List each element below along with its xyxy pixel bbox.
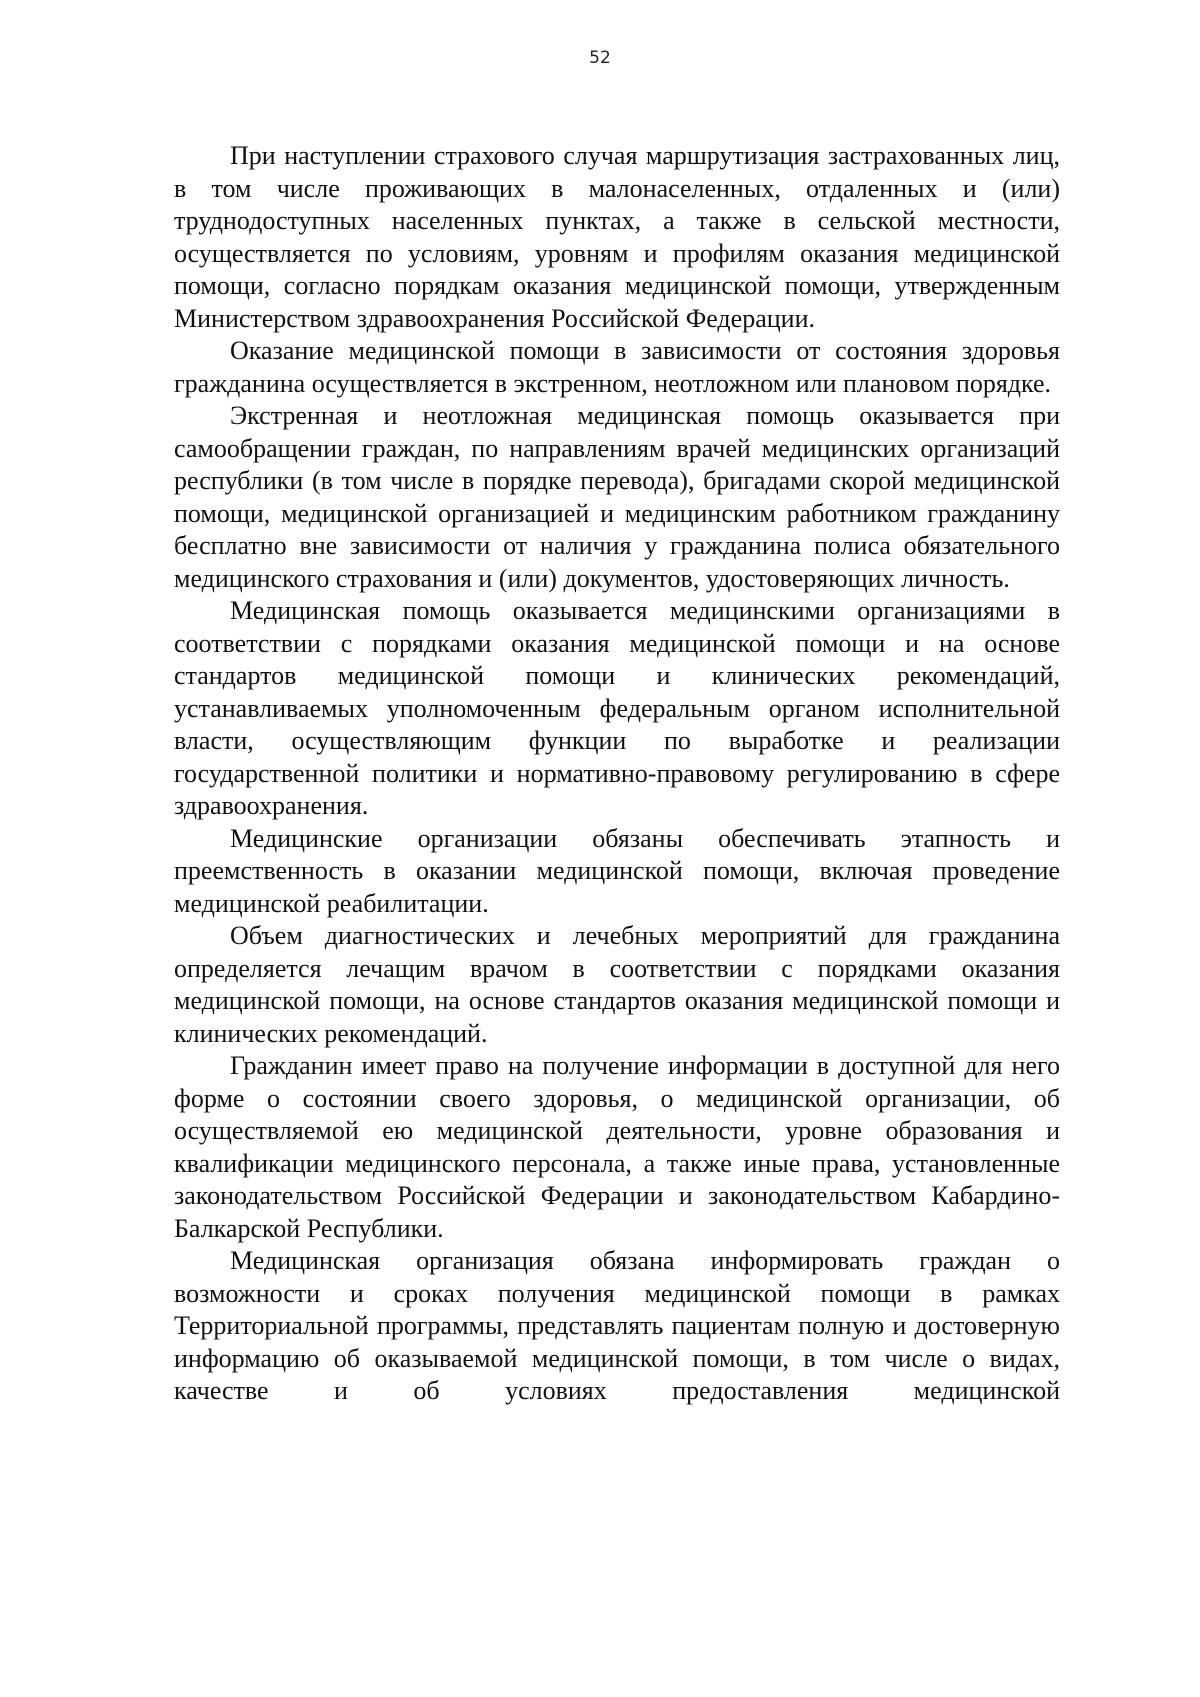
paragraph-emergency-care: Экстренная и неотложная медицинская помощь оказывается при самообращении граждан, по направлениям врачей медицинских организаций республики (в том числе в порядке перевода), бригадами скорой медицинской помощи, медицинской организацией и медицинским работником гражданину бесплатно вне зависимости от наличия у гражданина полиса обязательного медицинского страхования и (или) документов, удостоверяющих личность. — [174, 401, 1060, 593]
paragraph-care-forms: Оказание медицинской помощи в зависимости от состояния здоровья гражданина осуществляется в экстренном, неотложном или плановом порядке. — [174, 336, 1060, 398]
paragraph-informing-duty: Медицинская организация обязана информировать граждан о возможности и сроках получения медицинской помощи в рамках Территориальной программы, представлять пациентам полную и достоверную информацию об оказываемой медицинской помощи, в том числе о видах, качестве и об условиях предоставления медицинской — [174, 1246, 1060, 1405]
paragraph-care-standards: Медицинская помощь оказывается медицинскими организациями в соответствии с порядками оказания медицинской помощи и на основе стандартов медицинской помощи и клинических рекомендаций, устанавливаемых уполномоченным федеральным органом исполнительной власти, осуществляющим функции по выработке и реализации государственной политики и нормативно-правовому регулированию в сфере здравоохранения. — [174, 596, 1060, 820]
paragraph-routing: При наступлении страхового случая маршрутизация застрахованных лиц, в том числе проживающих в малонаселенных, отдаленных и (или) труднодоступных населенных пунктах, а также в сельской местности, осуществляется по условиям, уровням и профилям оказания медицинской помощи, согласно порядкам оказания медицинской помощи, утвержденным Министерством здравоохранения Российской Федерации. — [174, 141, 1060, 333]
page-number: 52 — [589, 48, 611, 68]
paragraph-continuity: Медицинские организации обязаны обеспечивать этапность и преемственность в оказании медицинской помощи, включая проведение медицинской реабилитации. — [174, 823, 1060, 918]
paragraph-citizen-rights: Гражданин имеет право на получение информации в доступной для него форме о состоянии своего здоровья, о медицинской организации, об осуществляемой ею медицинской деятельности, уровне образования и квалификации медицинского персонала, а также иные права, установленные законодательством Российской Федерации и законодательством Кабардино-Балкарской Республики. — [174, 1051, 1060, 1243]
paragraph-diagnostics-scope: Объем диагностических и лечебных мероприятий для гражданина определяется лечащим врачом в соответствии с порядками оказания медицинской помощи, на основе стандартов оказания медицинской помощи и клинических рекомендаций. — [174, 921, 1060, 1048]
document-body — [174, 140, 1060, 1408]
